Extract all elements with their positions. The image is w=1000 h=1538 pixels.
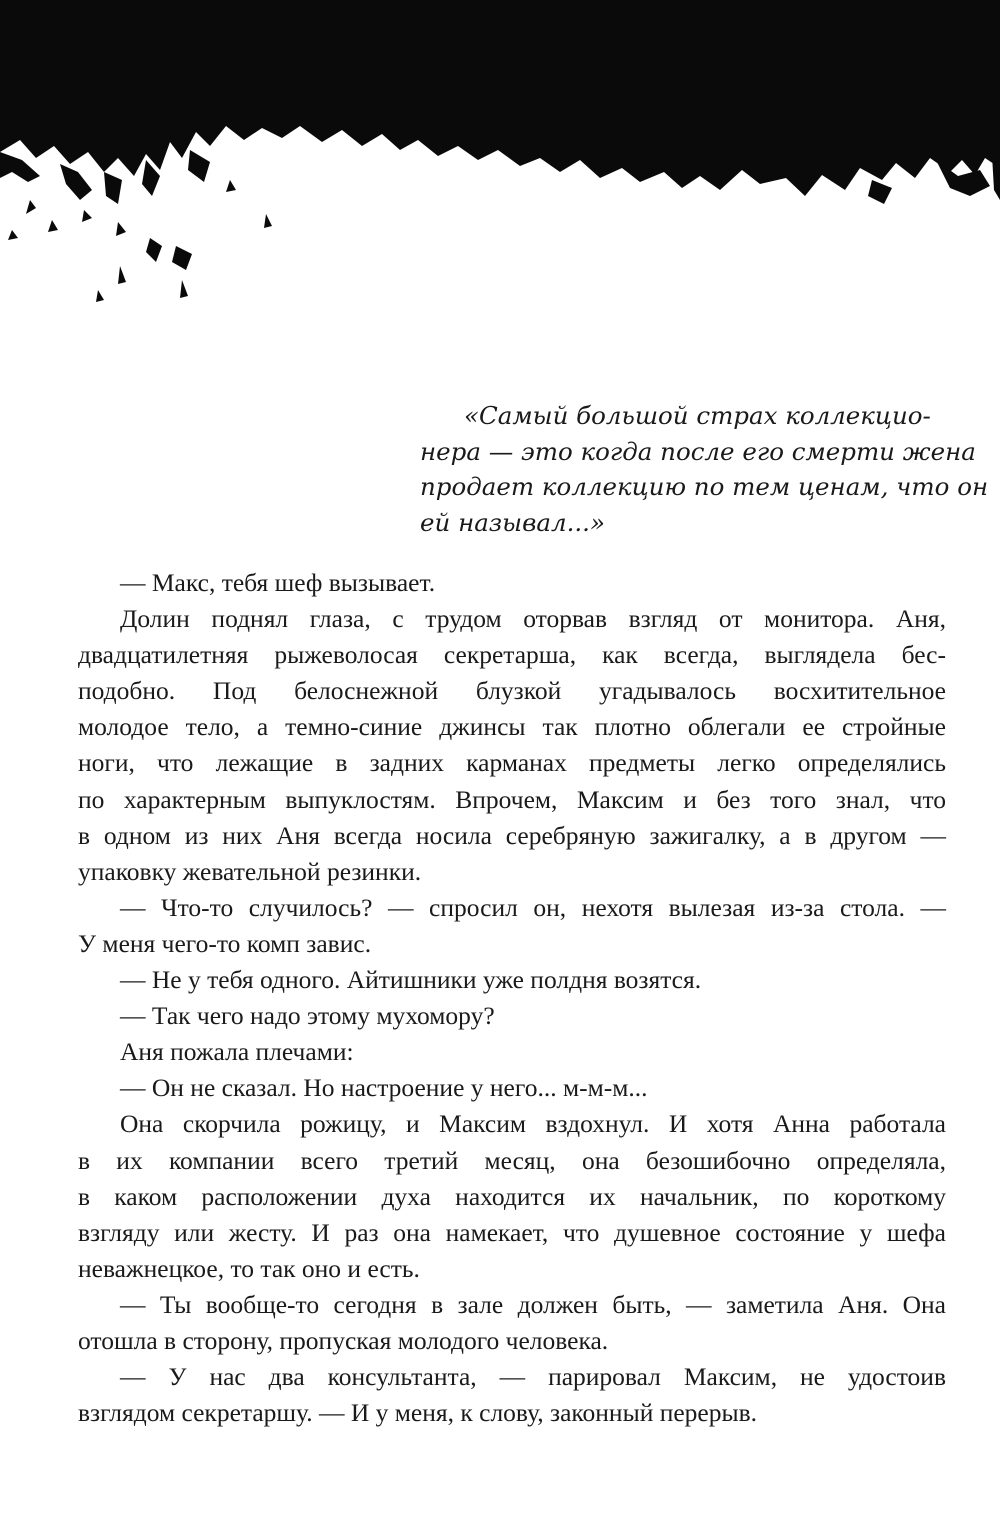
epigraph-line: ей называл...» [420, 507, 605, 537]
text-line: двадцатилетняя рыжеволосая секретарша, как всегда, выглядела бес- [78, 640, 946, 670]
epigraph-line: продает коллекцию по тем ценам, что он [420, 472, 989, 501]
text-line: отошла в сторону, пропуская молодого человека. [78, 1325, 609, 1355]
paragraph [78, 1359, 946, 1431]
text-line: в их компании всего третий месяц, она безошибочно определяла, [78, 1145, 946, 1175]
text-line: Аня пожала плечами: [120, 1037, 354, 1067]
text-line: — Ты вообще-то сегодня в зале должен быть, — заметила Аня. Она [120, 1289, 946, 1319]
text-line: упаковку жевательной резинки. [78, 856, 422, 886]
text-line: — У нас два консультанта, — парировал Максим, не удостоив [120, 1362, 946, 1392]
text-line: — Макс, тебя шеф вызывает. [120, 568, 436, 597]
text-line: — Он не сказал. Но настроение у него... м-м-м... [120, 1073, 648, 1103]
paragraph [78, 1287, 946, 1359]
paragraph [78, 890, 946, 962]
epigraph [420, 398, 989, 540]
paragraph [78, 601, 946, 890]
ink-splash-header [0, 0, 1000, 310]
paragraph [78, 962, 946, 998]
text-line: по характерным выпуклостям. Впрочем, Максим и без того знал, что [78, 784, 946, 814]
text-line: взглядом секретаршу. — И у меня, к слову, законный перерыв. [78, 1398, 758, 1428]
text-line: взгляду или жесту. И раз она намекает, что душевное состояние у шефа [78, 1217, 946, 1247]
text-line: молодое тело, а темно-синие джинсы так плотно облегали ее стройные [78, 712, 946, 742]
text-line: У меня чего-то комп завис. [78, 928, 372, 958]
paragraph [78, 1034, 946, 1070]
paragraph [78, 565, 946, 601]
text-line: — Что-то случилось? — спросил он, нехотя вылезая из-за стола. — [120, 892, 946, 922]
epigraph-line: нера — это когда после его смерти жена [420, 436, 976, 466]
body-text [78, 565, 946, 1431]
text-line: в одном из них Аня всегда носила серебряную зажигалку, а в другом — [78, 820, 946, 850]
text-line: ноги, что лежащие в задних карманах предметы легко определялись [78, 748, 946, 778]
text-line: — Не у тебя одного. Айтишники уже полдня возятся. [120, 965, 702, 995]
paragraph [78, 1106, 946, 1286]
text-line: в каком расположении духа находится их начальник, по короткому [78, 1181, 946, 1211]
text-line: Она скорчила рожицу, и Максим вздохнул. И хотя Анна работала [120, 1109, 946, 1139]
paragraph [78, 1070, 946, 1106]
paragraph [78, 998, 946, 1034]
text-line: подобно. Под белоснежной блузкой угадывалось восхитительное [78, 676, 946, 706]
text-line: Долин поднял глаза, с трудом оторвав взгляд от монитора. Аня, [120, 604, 946, 634]
text-line: — Так чего надо этому мухомору? [120, 1001, 495, 1031]
epigraph-line: «Самый большой страх коллекцио- [464, 401, 931, 430]
text-line: неважнецкое, то так оно и есть. [78, 1253, 420, 1283]
